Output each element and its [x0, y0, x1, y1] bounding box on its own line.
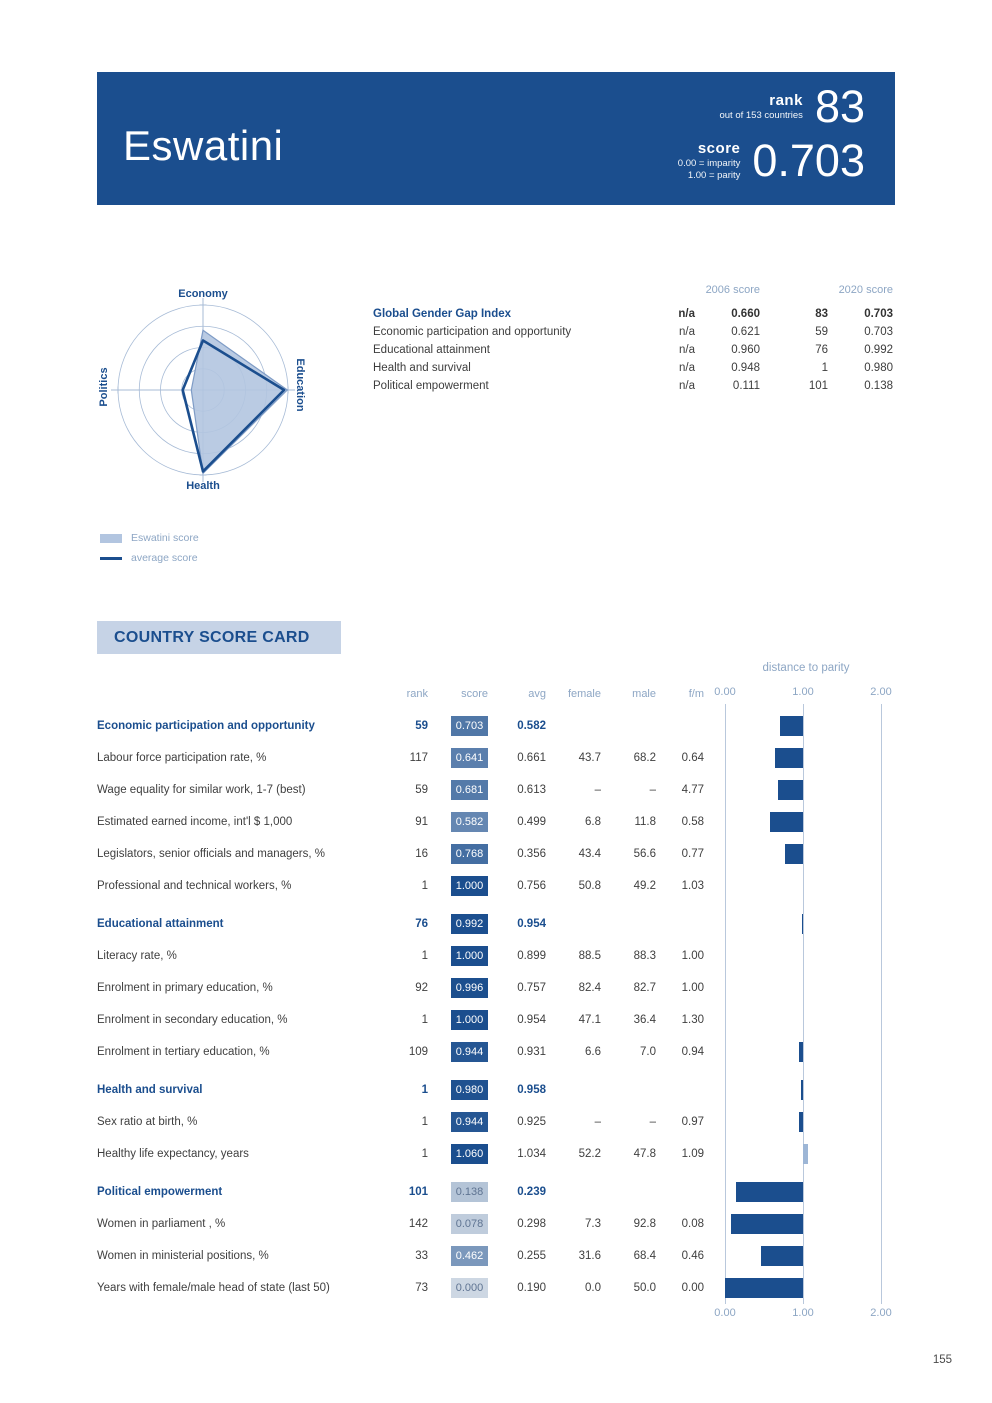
- score-chip: 1.000: [451, 946, 488, 966]
- female-cell: 0.0: [585, 1282, 601, 1294]
- score-chip: 0.996: [451, 978, 488, 998]
- scorecard-indicator-row: [97, 774, 895, 806]
- scorecard-indicator-row: [97, 972, 895, 1004]
- rank-cell: 59: [415, 720, 428, 732]
- score-label: score: [697, 140, 741, 157]
- index-label: Educational attainment: [373, 344, 490, 356]
- score-chip: 0.641: [451, 748, 488, 768]
- index-label: Political empowerment: [373, 380, 489, 392]
- avg-cell: 0.757: [517, 982, 546, 994]
- indicator-label: Years with female/male head of state (last 50): [97, 1282, 330, 1294]
- score-chip: 0.078: [451, 1214, 488, 1234]
- fm-cell: 0.97: [681, 1116, 704, 1128]
- score-chip: 0.768: [451, 844, 488, 864]
- index-table-row: [373, 341, 893, 359]
- avg-cell: 0.661: [517, 752, 546, 764]
- avg-cell: 0.499: [517, 816, 546, 828]
- scorecard-indicator-row: [97, 1138, 895, 1170]
- male-cell: 88.3: [633, 950, 656, 962]
- score-2020: 0.992: [864, 344, 893, 356]
- country-header: [97, 72, 895, 205]
- radar-axis-health: Health: [186, 480, 220, 492]
- indicator-label: Healthy life expectancy, years: [97, 1148, 249, 1160]
- distance-to-parity-bar: [761, 1246, 803, 1266]
- avg-cell: 0.582: [517, 720, 546, 732]
- distance-to-parity-bar: [785, 844, 803, 864]
- female-cell: 43.4: [578, 848, 601, 860]
- rank-cell: 1: [421, 1084, 428, 1096]
- index-table-row: [373, 305, 893, 323]
- rank-cell: 101: [408, 1186, 428, 1198]
- radar-axis-economy: Economy: [178, 288, 228, 300]
- index-label: Global Gender Gap Index: [373, 308, 512, 320]
- page-number: 155: [932, 1354, 952, 1366]
- male-cell: 82.7: [633, 982, 656, 994]
- male-cell: 92.8: [633, 1218, 656, 1230]
- male-cell: 68.2: [633, 752, 656, 764]
- female-cell: 82.4: [578, 982, 601, 994]
- scorecard-indicator-row: [97, 1272, 895, 1304]
- avg-cell: 0.954: [517, 1014, 546, 1026]
- col-header-2020-score: 2020 score: [838, 284, 893, 296]
- average-score-swatch: [100, 557, 122, 560]
- score-chip: 0.000: [451, 1278, 488, 1298]
- scorecard-column-headers: [97, 684, 895, 704]
- rank-2006: n/a: [679, 326, 695, 338]
- scorecard-section-row: [97, 1074, 895, 1106]
- score-2020: 0.138: [864, 380, 893, 392]
- fm-cell: 1.09: [681, 1148, 704, 1160]
- radar-legend: [100, 528, 199, 568]
- score-2006: 0.111: [732, 380, 760, 392]
- legend-item-average: [100, 548, 199, 568]
- rank-2006: n/a: [679, 362, 695, 374]
- scorecard-indicator-row: [97, 1106, 895, 1138]
- avg-cell: 0.298: [517, 1218, 546, 1230]
- rank-2006: n/a: [679, 380, 695, 392]
- score-chip: 0.703: [451, 716, 488, 736]
- male-cell: 68.4: [633, 1250, 656, 1262]
- female-cell: 52.2: [578, 1148, 601, 1160]
- avg-cell: 0.255: [517, 1250, 546, 1262]
- avg-cell: 0.899: [517, 950, 546, 962]
- rank-cell: 142: [408, 1218, 428, 1230]
- avg-cell: 0.931: [517, 1046, 546, 1058]
- score-chip: 1.000: [451, 1010, 488, 1030]
- distance-to-parity-bar: [803, 1144, 808, 1164]
- score-2006: 0.960: [731, 344, 760, 356]
- indicator-label: Women in ministerial positions, %: [97, 1250, 269, 1262]
- indicator-label: Wage equality for similar work, 1-7 (best): [97, 784, 306, 796]
- female-cell: 6.6: [585, 1046, 601, 1058]
- rank-cell: 59: [415, 784, 428, 796]
- female-cell: –: [594, 1116, 601, 1128]
- distance-to-parity-bar: [799, 1042, 803, 1062]
- country-name: Eswatini: [123, 122, 284, 169]
- indicator-label: Sex ratio at birth, %: [97, 1116, 198, 1128]
- male-cell: 49.2: [633, 880, 656, 892]
- scorecard-indicator-row: [97, 870, 895, 902]
- index-table-row: [373, 323, 893, 341]
- indicator-label: Estimated earned income, int'l $ 1,000: [97, 816, 293, 828]
- rank-score-summary: [677, 81, 865, 186]
- fm-cell: 0.94: [681, 1046, 704, 1058]
- rank-cell: 1: [421, 1148, 428, 1160]
- indicator-label: Economic participation and opportunity: [97, 720, 315, 732]
- score-chip: 0.980: [451, 1080, 488, 1100]
- scorecard-section-row: [97, 908, 895, 940]
- col-header-score: score: [461, 688, 488, 700]
- col-header-2006-score: 2006 score: [705, 284, 760, 296]
- female-cell: 47.1: [578, 1014, 601, 1026]
- score-chip: 1.000: [451, 876, 488, 896]
- scorecard-indicator-row: [97, 1240, 895, 1272]
- fm-cell: 1.03: [681, 880, 704, 892]
- fm-cell: 0.46: [681, 1250, 704, 1262]
- index-table-row: [373, 377, 893, 395]
- distance-to-parity-bar: [736, 1182, 803, 1202]
- rank-2006: n/a: [678, 308, 695, 320]
- distance-to-parity-bar: [725, 1278, 803, 1298]
- radar-axis-education: Education: [294, 358, 306, 412]
- indicator-label: Labour force participation rate, %: [97, 752, 267, 764]
- eswatini-score-swatch: [100, 534, 122, 543]
- avg-cell: 0.954: [517, 918, 546, 930]
- male-cell: 50.0: [633, 1282, 656, 1294]
- distance-to-parity-bar: [775, 748, 803, 768]
- axis-tick-bottom-2: 2.00: [870, 1307, 892, 1319]
- avg-cell: 0.958: [517, 1084, 546, 1096]
- fm-cell: 1.30: [681, 1014, 704, 1026]
- index-table-rows: [373, 305, 893, 395]
- distance-to-parity-bar: [780, 716, 803, 736]
- scorecard-table: [97, 684, 895, 1320]
- col-header-female: female: [567, 688, 601, 700]
- score-stat: [677, 135, 865, 186]
- score-chip: 0.582: [451, 812, 488, 832]
- distance-to-parity-bar: [770, 812, 803, 832]
- indicator-label: Enrolment in primary education, %: [97, 982, 273, 994]
- index-table: [373, 284, 893, 395]
- rank-cell: 1: [421, 1116, 428, 1128]
- avg-cell: 0.239: [517, 1186, 546, 1198]
- score-2006: 0.948: [731, 362, 760, 374]
- rank-cell: 33: [415, 1250, 428, 1262]
- rank-value: 83: [814, 81, 865, 132]
- rank-cell: 76: [415, 918, 428, 930]
- rank-2020: 83: [815, 308, 828, 320]
- rank-label: rank: [769, 92, 803, 109]
- score-2006: 0.660: [731, 308, 760, 320]
- male-cell: –: [649, 1116, 656, 1128]
- indicator-label: Health and survival: [97, 1084, 203, 1096]
- female-cell: 43.7: [578, 752, 601, 764]
- avg-cell: 0.925: [517, 1116, 546, 1128]
- indicator-label: Professional and technical workers, %: [97, 880, 292, 892]
- score-chip: 0.944: [451, 1112, 488, 1132]
- fm-cell: 1.00: [681, 982, 704, 994]
- index-label: Health and survival: [373, 362, 471, 374]
- avg-cell: 0.613: [517, 784, 546, 796]
- rank-cell: 16: [415, 848, 428, 860]
- indicator-label: Enrolment in secondary education, %: [97, 1014, 288, 1026]
- fm-cell: 0.00: [681, 1282, 704, 1294]
- indicator-label: Women in parliament , %: [97, 1218, 226, 1230]
- index-label: Economic participation and opportunity: [373, 326, 572, 338]
- score-sublabel-parity: 1.00 = parity: [687, 170, 741, 181]
- avg-cell: 0.356: [517, 848, 546, 860]
- axis-tick-bottom-1: 1.00: [792, 1307, 814, 1319]
- distance-to-parity-bar: [802, 914, 803, 934]
- female-cell: –: [594, 784, 601, 796]
- rank-cell: 92: [415, 982, 428, 994]
- col-header-fm: f/m: [688, 688, 704, 700]
- score-chip: 0.681: [451, 780, 488, 800]
- rank-cell: 109: [408, 1046, 428, 1058]
- indicator-label: Enrolment in tertiary education, %: [97, 1046, 270, 1058]
- fm-cell: 0.64: [681, 752, 704, 764]
- avg-cell: 0.756: [517, 880, 546, 892]
- score-2020: 0.980: [864, 362, 893, 374]
- rank-sublabel: out of 153 countries: [719, 110, 803, 121]
- axis-tick-top-0: 0.00: [714, 686, 736, 698]
- rank-2006: n/a: [679, 344, 695, 356]
- score-value: 0.703: [752, 135, 865, 186]
- distance-to-parity-bar: [778, 780, 803, 800]
- index-table-row: [373, 359, 893, 377]
- male-cell: 36.4: [633, 1014, 656, 1026]
- score-2020: 0.703: [864, 308, 893, 320]
- scorecard-indicator-row: [97, 806, 895, 838]
- female-cell: 6.8: [585, 816, 601, 828]
- score-chip: 0.462: [451, 1246, 488, 1266]
- rank-cell: 91: [415, 816, 428, 828]
- axis-tick-top-1: 1.00: [792, 686, 814, 698]
- fm-cell: 1.00: [681, 950, 704, 962]
- rank-cell: 1: [421, 1014, 428, 1026]
- legend-item-eswatini: [100, 528, 199, 548]
- rank-2020: 59: [815, 326, 828, 338]
- male-cell: 56.6: [633, 848, 656, 860]
- rank-cell: 1: [421, 950, 428, 962]
- male-cell: 11.8: [634, 816, 656, 828]
- score-chip: 0.138: [451, 1182, 488, 1202]
- legend-label: average score: [131, 552, 198, 564]
- score-chip: 0.944: [451, 1042, 488, 1062]
- score-2020: 0.703: [864, 326, 893, 338]
- distance-to-parity-bar: [799, 1112, 803, 1132]
- scorecard-indicator-row: [97, 1208, 895, 1240]
- rank-cell: 73: [415, 1282, 428, 1294]
- rank-2020: 101: [808, 380, 828, 392]
- rank-cell: 1: [421, 880, 428, 892]
- male-cell: 47.8: [633, 1148, 656, 1160]
- rank-stat: [719, 81, 865, 132]
- indicator-label: Literacy rate, %: [97, 950, 177, 962]
- female-cell: 50.8: [578, 880, 601, 892]
- col-header-male: male: [632, 688, 656, 700]
- col-header-avg: avg: [528, 688, 546, 700]
- score-2006: 0.621: [731, 326, 760, 338]
- radar-axis-politics: Politics: [98, 367, 110, 407]
- female-cell: 88.5: [578, 950, 601, 962]
- scorecard-section-row: [97, 710, 895, 742]
- scorecard-indicator-row: [97, 742, 895, 774]
- col-header-rank: rank: [406, 688, 428, 700]
- index-table-headers: [373, 284, 893, 296]
- scorecard-rows: [97, 710, 895, 1304]
- avg-cell: 0.190: [517, 1282, 546, 1294]
- score-chip: 0.992: [451, 914, 488, 934]
- scorecard-indicator-row: [97, 940, 895, 972]
- indicator-label: Legislators, senior officials and managers, %: [97, 848, 325, 860]
- scorecard-title: COUNTRY SCORE CARD: [97, 621, 341, 654]
- fm-cell: 0.08: [681, 1218, 704, 1230]
- rank-2020: 1: [821, 362, 828, 374]
- avg-cell: 1.034: [517, 1148, 546, 1160]
- fm-cell: 0.77: [681, 848, 704, 860]
- legend-label: Eswatini score: [131, 532, 199, 544]
- female-cell: 31.6: [578, 1250, 601, 1262]
- scorecard-axis-footer: [97, 1304, 895, 1320]
- male-cell: –: [649, 784, 656, 796]
- indicator-label: Educational attainment: [97, 918, 224, 930]
- scorecard-indicator-row: [97, 838, 895, 870]
- rank-2020: 76: [815, 344, 828, 356]
- scorecard-indicator-row: [97, 1004, 895, 1036]
- distance-to-parity-bar: [801, 1080, 803, 1100]
- distance-to-parity-label: distance to parity: [762, 662, 850, 674]
- indicator-label: Political empowerment: [97, 1186, 223, 1198]
- fm-cell: 0.58: [681, 816, 704, 828]
- scorecard-section-row: [97, 1176, 895, 1208]
- radar-chart: [88, 275, 318, 505]
- rank-cell: 117: [409, 752, 428, 764]
- female-cell: 7.3: [585, 1218, 601, 1230]
- male-cell: 7.0: [640, 1046, 656, 1058]
- distance-to-parity-bar: [731, 1214, 803, 1234]
- fm-cell: 4.77: [681, 784, 704, 796]
- axis-tick-bottom-0: 0.00: [714, 1307, 736, 1319]
- score-sublabel-imparity: 0.00 = imparity: [677, 158, 741, 169]
- score-chip: 1.060: [451, 1144, 488, 1164]
- scorecard-indicator-row: [97, 1036, 895, 1068]
- axis-tick-top-2: 2.00: [870, 686, 892, 698]
